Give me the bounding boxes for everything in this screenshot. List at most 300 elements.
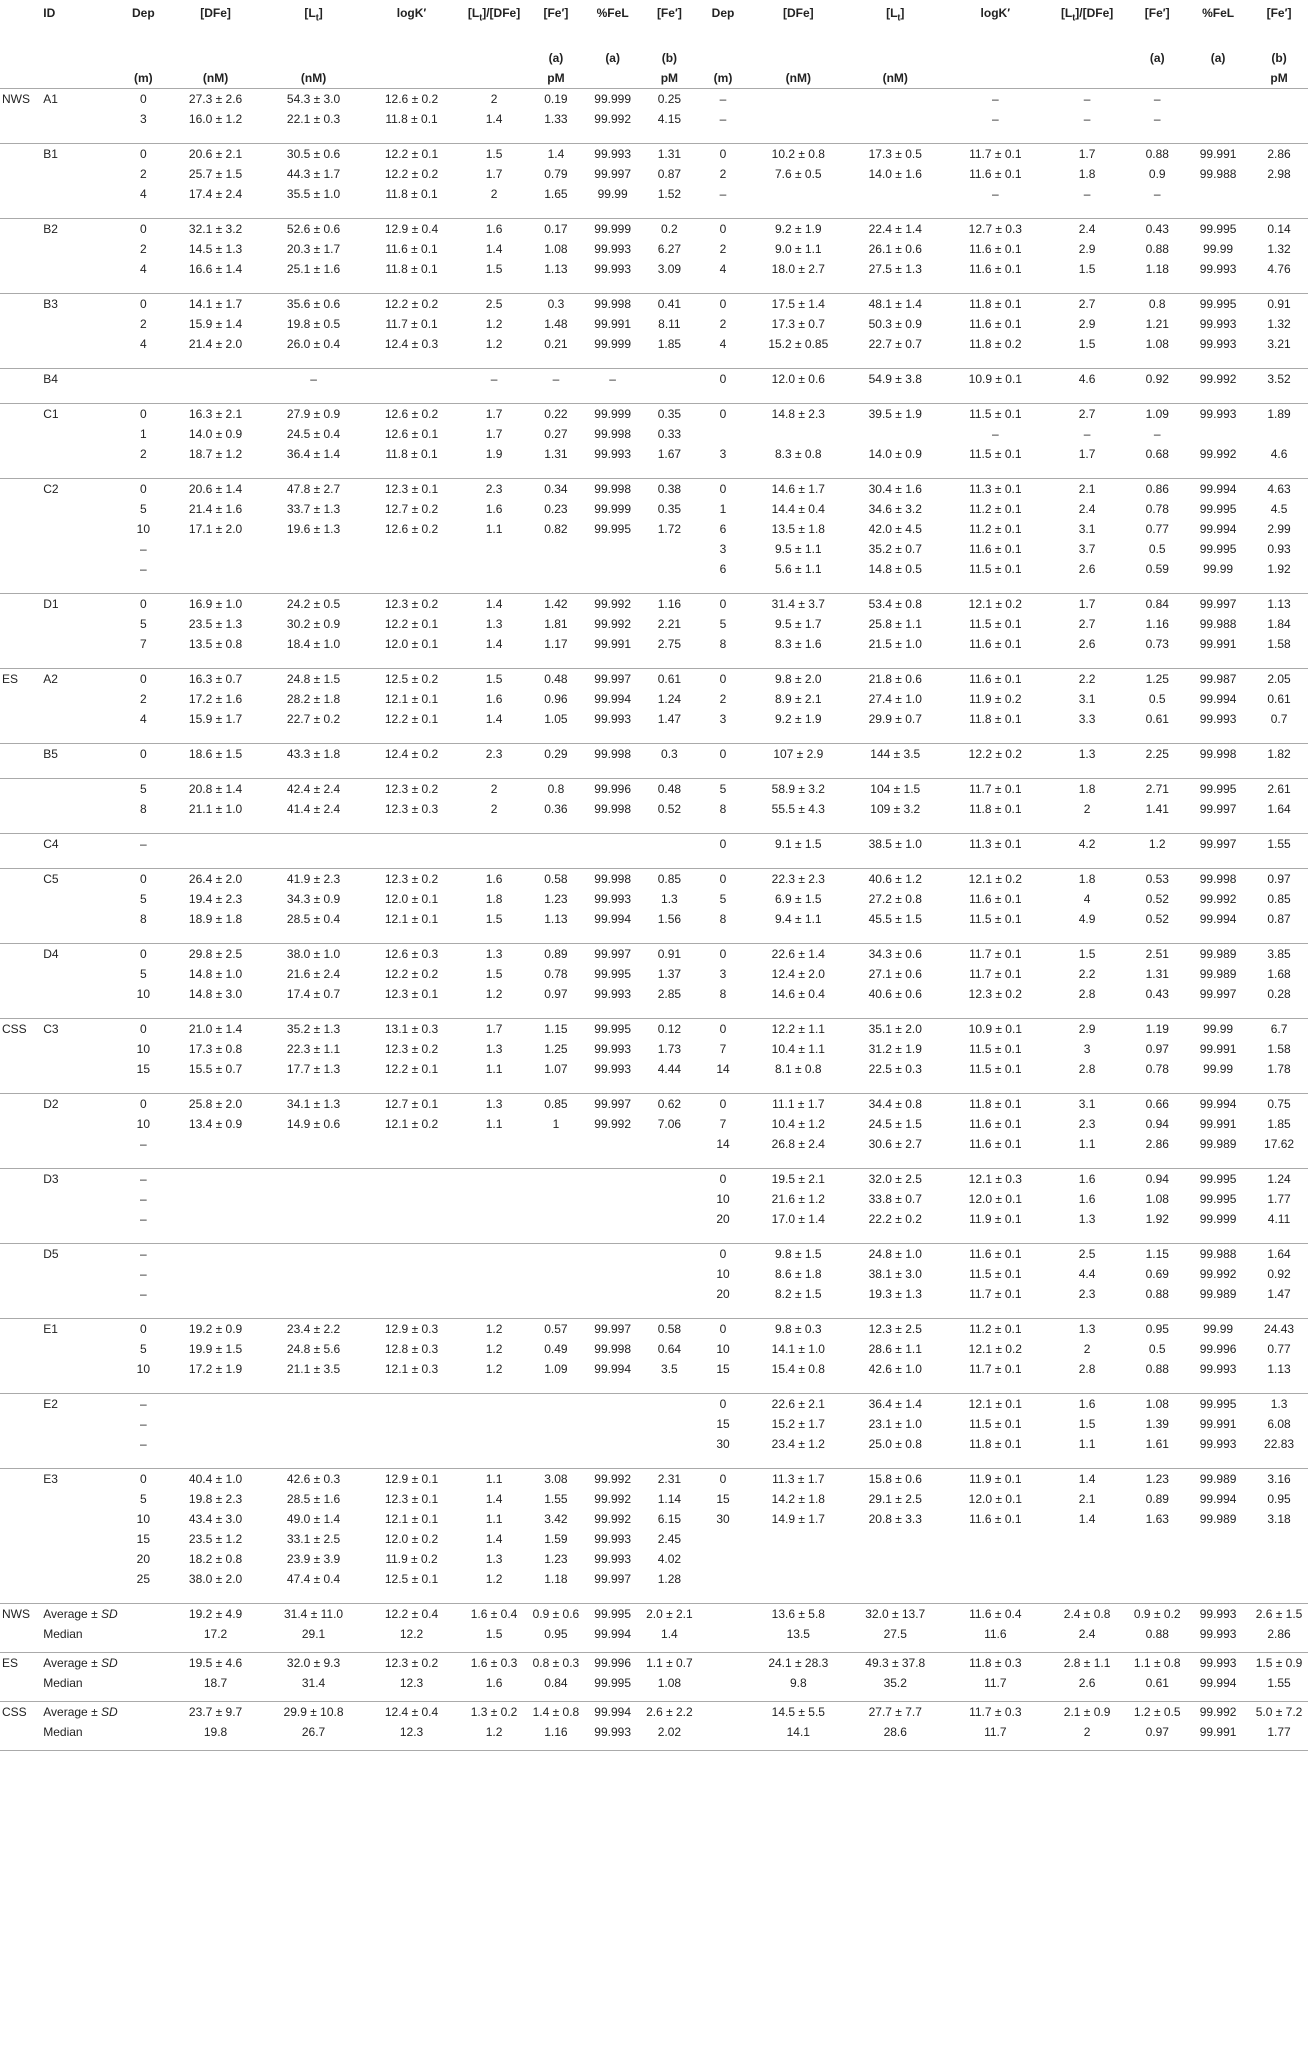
cell-dfe: 16.9 ± 1.0 [188, 597, 243, 611]
cell-fe-a-2: 0.59 [1145, 562, 1169, 576]
region-label [0, 369, 41, 390]
cell-ratio: 1.1 [485, 1117, 503, 1131]
cell-dep: 3 [140, 112, 147, 126]
cell-dep-2: 20 [716, 1287, 730, 1301]
table-row [0, 369, 1308, 390]
cell-dep-2 [695, 1529, 751, 1549]
summary-cell-logk: 12.2 [399, 1627, 424, 1641]
cell-dfe: 21.4 ± 2.0 [188, 337, 243, 351]
cell-ratio: 1.4 [485, 637, 503, 651]
cell-fe-b-2 [1250, 1549, 1308, 1569]
table-row [0, 984, 1308, 1004]
cell-fe-b: 0.48 [657, 782, 682, 796]
cell-fe-a: 0.89 [544, 947, 568, 961]
cell-dfe-2: 9.4 ± 1.1 [774, 912, 822, 926]
cell-fe-b: 2.75 [657, 637, 682, 651]
cell-dep-2: – [719, 112, 727, 126]
cell-fel [582, 1134, 644, 1154]
cell-dep: 4 [140, 262, 147, 276]
cell-logk-2: 10.9 ± 0.1 [968, 1022, 1022, 1036]
cell-logk-2: 11.7 ± 0.1 [969, 782, 1022, 796]
summary-cell-dfe-2: 14.1 [786, 1725, 810, 1739]
cell-fe-b [644, 1284, 696, 1304]
cell-fel-2: 99.993 [1199, 1437, 1237, 1451]
cell-dep: – [140, 562, 147, 576]
region-label [0, 1169, 41, 1190]
cell-dfe-2: 17.0 ± 1.4 [771, 1212, 825, 1226]
cell-ratio-2: 2 [1083, 802, 1091, 816]
cell-ratio-2: 1.4 [1078, 1472, 1096, 1486]
cell-dfe-2: 14.6 ± 1.7 [771, 482, 825, 496]
cell-logk: 12.9 ± 0.3 [384, 1322, 439, 1336]
table-row [0, 944, 1308, 965]
cell-lt-2: 40.6 ± 1.2 [868, 872, 922, 886]
table-row [0, 184, 1308, 204]
cell-dfe: 23.5 ± 1.3 [188, 617, 243, 631]
cell-logk: 12.4 ± 0.2 [384, 747, 439, 761]
cell-lt-2: 104 ± 1.5 [870, 782, 921, 796]
unit-nm: (nM) [262, 68, 365, 89]
cell-dfe-2: 9.8 ± 2.0 [774, 672, 822, 686]
cell-fe-a-2: 0.78 [1145, 502, 1169, 516]
summary-label: Median [43, 1676, 83, 1690]
cell-logk-2: 11.5 ± 0.1 [969, 1417, 1022, 1431]
cell-dfe: 38.0 ± 2.0 [188, 1572, 243, 1586]
cell-lt [262, 1244, 365, 1265]
cell-lt-2: 42.6 ± 1.0 [868, 1362, 922, 1376]
cell-fe-a: 0.17 [544, 222, 568, 236]
cell-ratio-2: 4 [1083, 892, 1091, 906]
cell-dfe: 25.8 ± 2.0 [188, 1097, 243, 1111]
cell-ratio-2: 1.8 [1078, 872, 1096, 886]
cell-fe-b-2: 3.52 [1267, 372, 1291, 386]
cell-lt [262, 1209, 365, 1229]
cell-fe-b: 1.14 [657, 1492, 682, 1506]
cell-fe-a: 1.08 [544, 242, 568, 256]
cell-lt: 24.5 ± 0.4 [286, 427, 341, 441]
cell-dep: – [140, 1437, 147, 1451]
cell-fe-a-2: 1.15 [1145, 1247, 1169, 1261]
cell-dep-2 [695, 424, 751, 444]
cell-fel [582, 1414, 644, 1434]
cell-dfe: 43.4 ± 3.0 [188, 1512, 243, 1526]
cell-dfe: 21.1 ± 1.0 [188, 802, 243, 816]
cell-dfe: 17.4 ± 2.4 [188, 187, 243, 201]
summary-cell-fel-2: 99.994 [1199, 1676, 1237, 1690]
cell-lt: 28.2 ± 1.8 [286, 692, 341, 706]
cell-fe-a-2: 0.52 [1145, 892, 1169, 906]
cell-fel-2: 99.998 [1199, 872, 1237, 886]
cell-lt-2: 38.5 ± 1.0 [868, 837, 922, 851]
cell-lt: 35.2 ± 1.3 [286, 1022, 341, 1036]
cell-fel-2: 99.996 [1199, 1342, 1237, 1356]
cell-fe-a: 0.49 [544, 1342, 568, 1356]
cell-lt: 19.6 ± 1.3 [286, 522, 341, 536]
cell-lt-2: 53.4 ± 0.8 [868, 597, 922, 611]
cell-dep: 5 [140, 617, 147, 631]
cell-lt-2: 29.1 ± 2.5 [868, 1492, 922, 1506]
cell-fe-b-2 [1250, 89, 1308, 110]
cell-dfe [169, 1189, 262, 1209]
cell-ratio-2: 4.4 [1078, 1267, 1096, 1281]
summary-cell-ratio-2: 2.1 ± 0.9 [1063, 1705, 1111, 1719]
cell-dfe: 29.8 ± 2.5 [188, 947, 243, 961]
cell-ratio-2 [1046, 1569, 1129, 1589]
cell-lt-2: 42.0 ± 4.5 [868, 522, 922, 536]
cell-fe-b-2: 1.58 [1267, 1042, 1291, 1056]
cell-dfe: 16.6 ± 1.4 [188, 262, 243, 276]
region-label [0, 779, 41, 800]
cell-ratio [458, 539, 530, 559]
cell-logk-2: 11.6 ± 0.1 [969, 1137, 1022, 1151]
cell-fel-2: 99.993 [1199, 262, 1237, 276]
cell-fe-a: 1.59 [544, 1532, 568, 1546]
cell-dfe-2: 9.5 ± 1.1 [774, 542, 822, 556]
table-row [0, 1469, 1308, 1490]
cell-fe-b: 1.3 [661, 892, 678, 906]
cell-dep: – [140, 1397, 147, 1411]
cell-fel: 99.993 [594, 1062, 631, 1076]
summary-cell-lt-2: 27.7 ± 7.7 [868, 1705, 922, 1719]
cell-ratio-2: 4.6 [1078, 372, 1096, 386]
cell-dep: 0 [140, 1097, 147, 1111]
cell-logk-2: 11.8 ± 0.1 [969, 712, 1022, 726]
cell-fel-2 [1186, 1569, 1250, 1589]
cell-lt-2: 27.1 ± 0.6 [868, 967, 922, 981]
cell-fe-a-2: 0.88 [1145, 1287, 1169, 1301]
table-row [0, 334, 1308, 354]
cell-fel [582, 1209, 644, 1229]
summary-cell-fel: 99.994 [594, 1627, 631, 1641]
cell-dfe-2: 13.5 ± 1.8 [771, 522, 825, 536]
cell-fe-a: 1.05 [544, 712, 568, 726]
cell-fe-a: 1.31 [544, 447, 568, 461]
cell-fe-a: 0.3 [547, 297, 565, 311]
summary-cell-lt-2: 49.3 ± 37.8 [865, 1656, 926, 1670]
cell-fe-b-2: 0.97 [1267, 872, 1291, 886]
cell-ratio: 1.6 [485, 872, 503, 886]
station-id: B4 [43, 372, 58, 386]
cell-dfe [169, 1209, 262, 1229]
cell-lt: 17.4 ± 0.7 [286, 987, 341, 1001]
cell-ratio-2: 3 [1083, 1042, 1091, 1056]
cell-ratio: 1.4 [485, 1532, 503, 1546]
cell-fel: 99.997 [594, 1097, 631, 1111]
cell-dep-2: 20 [716, 1212, 730, 1226]
cell-fe-a-2: 1.18 [1145, 262, 1169, 276]
cell-dfe-2: 10.4 ± 1.1 [771, 1042, 825, 1056]
summary-label: Average ± SD [43, 1607, 118, 1621]
cell-dfe [169, 369, 262, 390]
cell-ratio-2: 1.8 [1078, 782, 1096, 796]
cell-dfe-2: 9.8 ± 1.5 [774, 1247, 822, 1261]
cell-dep: 2 [140, 242, 147, 256]
cell-logk-2: 11.9 ± 0.2 [969, 692, 1022, 706]
cell-lt: 41.9 ± 2.3 [286, 872, 341, 886]
cell-dep: 7 [140, 637, 147, 651]
cell-ratio-2: 3.1 [1078, 692, 1096, 706]
cell-lt: 41.4 ± 2.4 [286, 802, 341, 816]
cell-lt-2 [846, 1569, 945, 1589]
cell-fel: 99.992 [594, 1492, 631, 1506]
summary-cell-fe-b: 2.02 [657, 1725, 682, 1739]
cell-fel: 99.994 [594, 912, 631, 926]
cell-dep-2: 7 [719, 1117, 727, 1131]
cell-ratio: 1.8 [485, 892, 503, 906]
cell-fe-b: 0.61 [657, 672, 682, 686]
cell-dep-2: 3 [719, 712, 727, 726]
cell-fe-b-2 [1250, 1529, 1308, 1549]
note-a: (a) [548, 51, 564, 65]
cell-dep [118, 369, 170, 390]
note-a: (a) [605, 51, 620, 65]
cell-lt: 52.6 ± 0.6 [286, 222, 341, 236]
cell-fe-b-2: 1.24 [1267, 1172, 1291, 1186]
cell-ratio-2 [1046, 1529, 1129, 1549]
cell-dfe-2: 9.1 ± 1.5 [774, 837, 822, 851]
cell-ratio: 1.7 [485, 1022, 503, 1036]
cell-fe-b-2: 4.5 [1270, 502, 1288, 516]
cell-logk [365, 1434, 458, 1454]
cell-logk: 12.8 ± 0.3 [384, 1342, 439, 1356]
cell-ratio-2: 1.5 [1078, 947, 1096, 961]
cell-dep: 0 [140, 872, 147, 886]
cell-fel: 99.998 [594, 297, 631, 311]
summary-label: Average ± SD [43, 1705, 118, 1719]
summary-cell-ratio-2: 2.6 [1078, 1676, 1096, 1690]
cell-dfe-2: 8.2 ± 1.5 [774, 1287, 822, 1301]
cell-fe-b [644, 1414, 696, 1434]
table-row [0, 559, 1308, 579]
cell-dfe: 14.8 ± 3.0 [188, 987, 243, 1001]
cell-fe-a: 1.13 [544, 262, 568, 276]
cell-dep-2: 0 [719, 147, 727, 161]
cell-dfe-2: 31.4 ± 3.7 [771, 597, 825, 611]
cell-ratio: 1.5 [485, 672, 503, 686]
cell-dep: 0 [140, 1022, 147, 1036]
cell-logk-2: 11.6 ± 0.1 [969, 1512, 1022, 1526]
cell-dfe-2: 17.3 ± 0.7 [771, 317, 825, 331]
summary-cell-fe-a-2: 1.1 ± 0.8 [1133, 1656, 1181, 1670]
table-row [0, 689, 1308, 709]
cell-ratio-2: 2.8 [1078, 1062, 1096, 1076]
cell-dep-2: 0 [719, 407, 727, 421]
cell-dep: 15 [136, 1532, 151, 1546]
cell-fel: 99.998 [594, 872, 631, 886]
cell-logk: 12.6 ± 0.2 [384, 92, 439, 106]
cell-dep: – [140, 1137, 147, 1151]
cell-dfe-2: 14.6 ± 0.4 [771, 987, 825, 1001]
cell-fe-a: 0.21 [544, 337, 568, 351]
cell-fel-2: 99.993 [1199, 337, 1237, 351]
cell-lt-2: 20.8 ± 3.3 [868, 1512, 922, 1526]
cell-lt-2: 35.1 ± 2.0 [868, 1022, 922, 1036]
cell-fe-b: 0.33 [657, 427, 682, 441]
cell-dep: 10 [136, 522, 151, 536]
cell-dep: 10 [136, 1362, 151, 1376]
cell-lt-2: 109 ± 3.2 [870, 802, 921, 816]
cell-dfe-2: 8.9 ± 2.1 [774, 692, 822, 706]
cell-fe-a-2: 1.08 [1145, 337, 1169, 351]
cell-fe-a [530, 1169, 582, 1190]
summary-cell-fe-b-2: 2.6 ± 1.5 [1255, 1607, 1303, 1621]
cell-logk-2: – [991, 427, 999, 441]
cell-logk-2: – [991, 112, 999, 126]
summary-cell-fe-b-2: 2.86 [1267, 1627, 1291, 1641]
cell-ratio-2: 2.2 [1078, 672, 1096, 686]
cell-lt: 24.8 ± 5.6 [286, 1342, 341, 1356]
cell-fe-b-2: 4.63 [1267, 482, 1291, 496]
cell-dep-2: 1 [719, 502, 727, 516]
cell-fe-a: 0.36 [544, 802, 568, 816]
cell-dep: 5 [140, 782, 147, 796]
cell-dfe-2: 17.5 ± 1.4 [771, 297, 825, 311]
cell-fe-b-2: 2.98 [1267, 167, 1291, 181]
cell-fe-a-2: 0.69 [1145, 1267, 1169, 1281]
cell-fel-2: 99.99 [1203, 1322, 1234, 1336]
station-id: E1 [43, 1322, 58, 1336]
cell-lt: 28.5 ± 1.6 [286, 1492, 341, 1506]
cell-logk-2: 11.8 ± 0.1 [969, 1097, 1022, 1111]
cell-dfe: 27.3 ± 2.6 [188, 92, 243, 106]
header-fe-b-2: [Fe′] [1266, 6, 1292, 20]
cell-ratio: 1.6 [485, 222, 503, 236]
cell-fe-a: 1.15 [544, 1022, 568, 1036]
cell-dep-2: 14 [716, 1137, 730, 1151]
summary-cell-logk-2: 11.6 ± 0.4 [969, 1607, 1022, 1621]
cell-lt [262, 834, 365, 855]
cell-fe-b: 2.31 [657, 1472, 682, 1486]
cell-fe-a [530, 1189, 582, 1209]
cell-dfe-2 [751, 1569, 846, 1589]
cell-dep: – [140, 1192, 147, 1206]
cell-ratio: 1.2 [485, 1322, 503, 1336]
cell-ratio: 1.3 [485, 617, 503, 631]
cell-logk-2: 11.7 ± 0.1 [969, 147, 1022, 161]
cell-dep: 10 [136, 1042, 151, 1056]
cell-fe-a-2: 0.8 [1148, 297, 1166, 311]
cell-dfe-2: 11.3 ± 1.7 [772, 1472, 825, 1486]
cell-fe-a: 1.81 [544, 617, 568, 631]
summary-cell-dfe-2: 9.8 [789, 1676, 807, 1690]
summary-cell-fe-a-2: 1.2 ± 0.5 [1133, 1705, 1181, 1719]
cell-ratio-2: 2.9 [1078, 242, 1096, 256]
cell-fel: 99.996 [594, 782, 631, 796]
table-row [0, 834, 1308, 855]
cell-dep: 0 [140, 92, 147, 106]
cell-fel [582, 1284, 644, 1304]
cell-ratio: 2.5 [485, 297, 503, 311]
cell-logk-2: 11.6 ± 0.1 [969, 1117, 1022, 1131]
cell-fe-a: 0.96 [544, 692, 568, 706]
cell-logk: 11.8 ± 0.1 [385, 187, 438, 201]
cell-fel-2: 99.989 [1199, 1512, 1237, 1526]
cell-dep-2: 0 [719, 597, 727, 611]
cell-ratio: 1.3 [485, 1552, 503, 1566]
cell-logk-2: 12.0 ± 0.1 [968, 1192, 1022, 1206]
cell-fe-b [644, 1264, 696, 1284]
cell-fe-b-2: 1.47 [1267, 1287, 1291, 1301]
cell-dfe: 19.8 ± 2.3 [188, 1492, 243, 1506]
cell-lt: 43.3 ± 1.8 [286, 747, 341, 761]
cell-fe-a-2: 1.09 [1145, 407, 1169, 421]
table-row [0, 1414, 1308, 1434]
cell-fe-b-2: 1.13 [1267, 1362, 1291, 1376]
cell-fel-2 [1186, 89, 1250, 110]
cell-dep-2: 10 [716, 1267, 730, 1281]
cell-fe-a-2 [1128, 1569, 1186, 1589]
cell-dep: 0 [140, 947, 147, 961]
cell-dfe [169, 1394, 262, 1415]
cell-ratio-2: 1.6 [1078, 1192, 1096, 1206]
cell-dep-2: 8 [719, 912, 727, 926]
cell-dfe-2: 22.6 ± 1.4 [771, 947, 825, 961]
cell-ratio: 1.5 [485, 912, 503, 926]
cell-lt-2: 34.4 ± 0.8 [868, 1097, 922, 1111]
cell-fel: 99.998 [594, 802, 631, 816]
cell-fel-2 [1186, 109, 1250, 129]
cell-lt: 23.4 ± 2.2 [286, 1322, 341, 1336]
cell-lt: 25.1 ± 1.6 [286, 262, 341, 276]
cell-logk-2: 11.9 ± 0.1 [969, 1472, 1022, 1486]
cell-dep-2: 0 [719, 1022, 727, 1036]
cell-dep-2: 0 [719, 872, 727, 886]
cell-ratio-2: 1.3 [1078, 1212, 1096, 1226]
cell-logk-2: 11.8 ± 0.2 [969, 337, 1022, 351]
unit-pm: pM [644, 68, 696, 89]
cell-fel-2: 99.992 [1199, 447, 1237, 461]
cell-ratio [458, 1434, 530, 1454]
cell-fe-a-2: 0.94 [1145, 1172, 1169, 1186]
cell-dep: 0 [140, 482, 147, 496]
cell-logk-2: 12.1 ± 0.2 [968, 597, 1022, 611]
cell-ratio [458, 1244, 530, 1265]
cell-fe-b-2: 17.62 [1264, 1137, 1295, 1151]
cell-dep: – [140, 837, 147, 851]
summary-cell-fe-b-2: 1.77 [1267, 1725, 1291, 1739]
cell-ratio: 2.3 [485, 482, 503, 496]
cell-dfe-2: 15.2 ± 0.85 [768, 337, 829, 351]
cell-logk-2: 11.2 ± 0.1 [969, 1322, 1022, 1336]
cell-logk: 12.3 ± 0.1 [384, 987, 439, 1001]
cell-fel-2: 99.993 [1199, 1362, 1237, 1376]
table-row [0, 1394, 1308, 1415]
table-row [0, 89, 1308, 110]
cell-dfe-2: 12.2 ± 1.1 [771, 1022, 825, 1036]
cell-fel-2: 99.995 [1199, 542, 1237, 556]
cell-lt-2 [846, 89, 945, 110]
cell-lt: 47.4 ± 0.4 [286, 1572, 341, 1586]
cell-logk-2: – [991, 92, 999, 106]
summary-region: CSS [2, 1705, 27, 1719]
cell-ratio-2: 3.7 [1078, 542, 1096, 556]
table-row [0, 1019, 1308, 1040]
cell-ratio-2: 2.6 [1078, 562, 1096, 576]
cell-ratio-2: 1.3 [1078, 1322, 1096, 1336]
cell-fe-b: 2.85 [657, 987, 682, 1001]
table-header [0, 0, 1308, 89]
cell-fel: 99.997 [594, 167, 631, 181]
cell-fe-b [644, 1244, 696, 1265]
cell-fe-a-2: 1.19 [1145, 1022, 1169, 1036]
summary-cell-lt-2: 27.5 [883, 1627, 907, 1641]
summary-cell-dfe: 19.2 ± 4.9 [188, 1607, 243, 1621]
table-row [0, 144, 1308, 165]
cell-dep: 0 [140, 407, 147, 421]
cell-fe-b-2: 0.75 [1267, 1097, 1291, 1111]
cell-fel-2: 99.989 [1199, 1472, 1237, 1486]
cell-fe-b: 0.87 [657, 167, 682, 181]
